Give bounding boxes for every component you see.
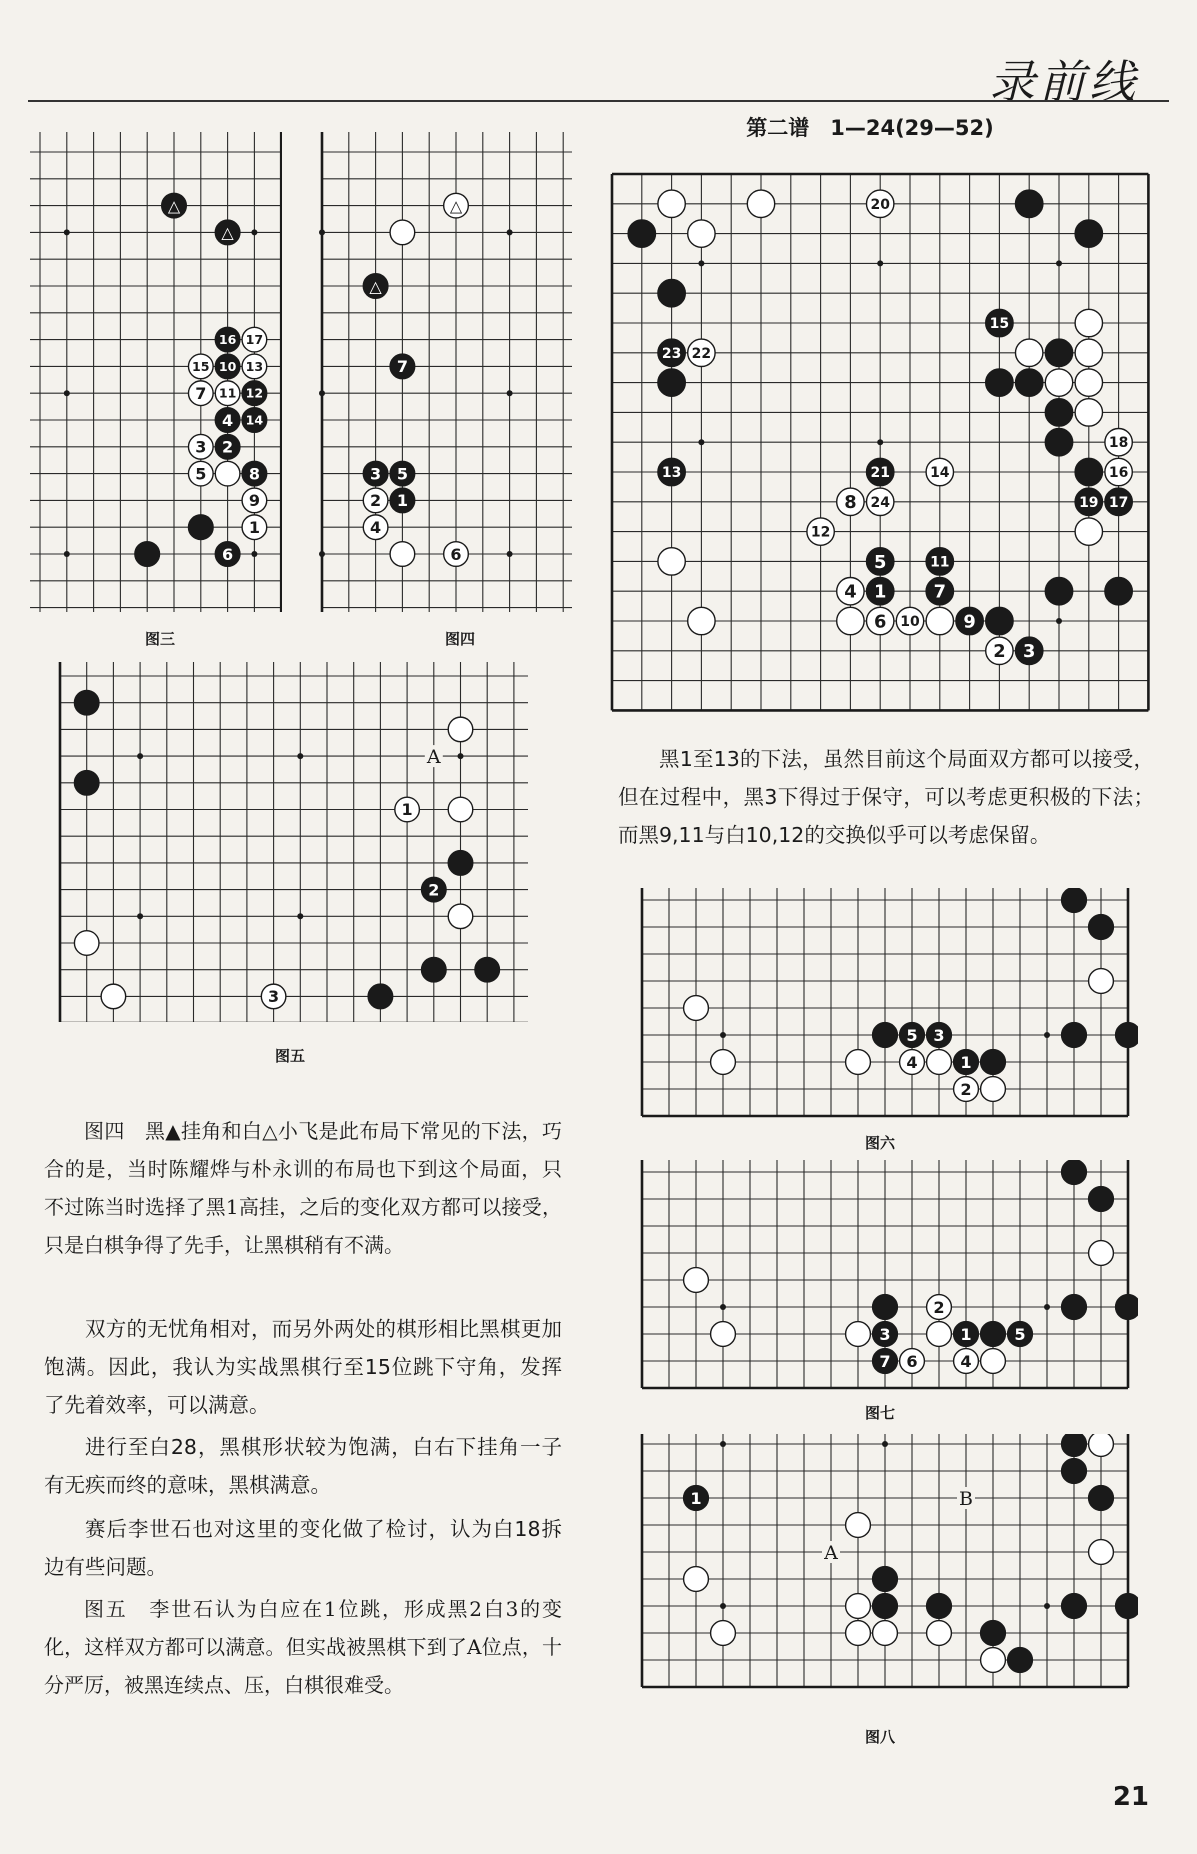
star-point [882, 1441, 888, 1447]
move-number: 21 [870, 465, 890, 482]
black-stone [954, 1322, 979, 1347]
star-point [64, 229, 70, 235]
caption-fig6: 图六 [864, 1134, 895, 1152]
caption-fig8: 图八 [864, 1728, 895, 1746]
black-stone [866, 577, 893, 604]
star-point [251, 551, 257, 557]
move-number: 4 [222, 410, 234, 430]
white-stone [927, 1295, 952, 1320]
move-number: 1 [960, 1324, 972, 1344]
move-number: 4 [960, 1351, 972, 1371]
white-stone [711, 1621, 736, 1646]
black-stone [162, 193, 187, 218]
move-number: 11 [218, 385, 237, 401]
star-point [251, 229, 257, 235]
star-point [1044, 1603, 1050, 1609]
black-stone [866, 458, 893, 485]
black-stone [74, 771, 99, 796]
move-number: 15 [192, 358, 210, 374]
white-stone [846, 1513, 871, 1538]
black-stone [1045, 428, 1072, 455]
white-stone [684, 996, 709, 1021]
move-number: 12 [245, 385, 264, 401]
star-point [1044, 1304, 1050, 1310]
paragraph-fig5: 图五 李世石认为白应在1位跳，形成黑2白3的变化，这样双方都可以满意。但实战被黑棋下到了A位点，十分严厉，被黑连续点、压，白棋很难受。 [44, 1597, 562, 1697]
white-stone [1089, 1241, 1114, 1266]
star-point [1044, 1032, 1050, 1038]
black-stone [215, 220, 240, 245]
caption-fig7: 图七 [864, 1404, 895, 1422]
fig3-svg [30, 132, 282, 612]
move-number: 2 [370, 491, 382, 511]
move-number: 16 [218, 332, 237, 348]
move-number: 2 [428, 880, 440, 900]
board-fig4 [318, 132, 572, 612]
move-number: 1 [960, 1052, 972, 1072]
board-fig6 [630, 888, 1138, 1126]
star-point [507, 390, 513, 396]
white-stone [658, 190, 685, 217]
move-number: 7 [879, 1351, 891, 1371]
black-stone [873, 1594, 898, 1619]
white-stone [711, 1322, 736, 1347]
white-stone [395, 797, 420, 822]
white-stone [1089, 1540, 1114, 1565]
black-stone [1089, 915, 1114, 940]
move-number: 5 [906, 1025, 918, 1045]
white-stone [1075, 309, 1102, 336]
move-number: 8 [248, 464, 260, 484]
star-point [64, 390, 70, 396]
black-stone [1075, 488, 1102, 515]
black-stone [1116, 1295, 1138, 1320]
white-stone [873, 1621, 898, 1646]
black-stone [1062, 1434, 1087, 1456]
move-number: 17 [245, 332, 264, 348]
star-point [877, 260, 883, 266]
white-stone [684, 1567, 709, 1592]
white-stone [188, 354, 213, 379]
black-stone [658, 369, 685, 396]
black-stone [390, 488, 415, 513]
move-number: 10 [900, 614, 920, 631]
black-stone [1089, 1187, 1114, 1212]
black-stone [658, 339, 685, 366]
star-point [507, 551, 513, 557]
black-stone [1105, 577, 1132, 604]
white-stone [242, 327, 267, 352]
board-fig8 [630, 1434, 1138, 1696]
move-number: 14 [245, 412, 264, 428]
white-stone [188, 434, 213, 459]
black-stone [658, 279, 685, 306]
black-stone [1062, 1594, 1087, 1619]
black-stone [1045, 339, 1072, 366]
white-stone [188, 461, 213, 486]
black-stone [1015, 190, 1042, 217]
paragraph-fig4: 图四 黑▲挂角和白△小飞是此布局下常见的下法，巧合的是，当时陈耀烨与朴永训的布局也下到这个局面，只不过陈当时选择了黑1高挂，之后的变化双方都可以接受，只是白棋争得了先手，让黑棋稍有不满。 [44, 1119, 562, 1257]
black-stone [927, 1023, 952, 1048]
move-number: 5 [396, 464, 408, 484]
black-stone [1008, 1322, 1033, 1347]
black-stone [873, 1567, 898, 1592]
black-stone [368, 984, 393, 1009]
white-stone [215, 461, 240, 486]
move-number: 4 [906, 1052, 918, 1072]
white-stone [926, 607, 953, 634]
black-stone [422, 877, 447, 902]
fig8-svg [630, 1434, 1138, 1696]
black-stone [422, 957, 447, 982]
move-number: 19 [1079, 494, 1099, 511]
move-number: 14 [930, 465, 950, 482]
move-number: 1 [690, 1488, 702, 1508]
star-point [319, 551, 325, 557]
black-stone [1015, 637, 1042, 664]
star-point [1056, 618, 1062, 624]
white-stone [390, 220, 415, 245]
star-point [137, 913, 143, 919]
black-stone [215, 542, 240, 567]
white-stone [711, 1050, 736, 1075]
white-stone [444, 542, 469, 567]
black-stone [390, 461, 415, 486]
black-stone [956, 607, 983, 634]
move-number: 6 [873, 611, 887, 633]
white-stone [1075, 399, 1102, 426]
white-stone [866, 488, 893, 515]
move-number: 17 [1108, 494, 1129, 511]
fig7-svg [630, 1160, 1138, 1398]
star-point [698, 260, 704, 266]
white-stone [363, 515, 388, 540]
move-number: 2 [222, 437, 234, 457]
white-stone [986, 637, 1013, 664]
white-stone [448, 717, 473, 742]
page-number: 21 [1112, 1782, 1149, 1812]
black-stone [900, 1023, 925, 1048]
white-stone [215, 381, 240, 406]
white-stone [747, 190, 774, 217]
black-stone [658, 458, 685, 485]
move-number: 2 [993, 641, 1006, 663]
white-stone [927, 1050, 952, 1075]
black-stone [628, 220, 655, 247]
board-fig7 [630, 1160, 1138, 1398]
white-stone [242, 515, 267, 540]
star-point [297, 913, 303, 919]
black-stone [986, 309, 1013, 336]
move-number: 3 [370, 464, 382, 484]
white-stone [1105, 428, 1132, 455]
black-stone [1062, 1160, 1087, 1184]
move-number: 18 [1108, 435, 1129, 452]
white-stone [896, 607, 923, 634]
move-number: 9 [248, 491, 260, 511]
paragraph-left-4: 赛后李世石也对这里的变化做了检讨，认为白18拆边有些问题。 [44, 1517, 562, 1579]
move-number: 6 [906, 1351, 918, 1371]
star-point [137, 753, 143, 759]
white-stone [846, 1322, 871, 1347]
move-number: 24 [870, 494, 890, 511]
move-number: 8 [844, 492, 857, 514]
main-svg [606, 168, 1152, 718]
move-number: 5 [1014, 1324, 1026, 1344]
caption-fig4: 图四 [444, 630, 475, 648]
move-number: 10 [218, 358, 237, 374]
black-stone [242, 381, 267, 406]
star-point [720, 1603, 726, 1609]
paragraph-left-3: 进行至白28，黑棋形状较为饱满，白右下挂角一子有无疾而终的意味，黑棋满意。 [44, 1435, 562, 1497]
star-point [720, 1032, 726, 1038]
black-stone [475, 957, 500, 982]
move-number: 7 [195, 383, 207, 403]
move-number: 1 [248, 517, 260, 537]
move-number: 15 [989, 316, 1010, 333]
star-point [319, 390, 325, 396]
black-stone [926, 577, 953, 604]
black-stone [1075, 458, 1102, 485]
move-number: 2 [933, 1297, 945, 1317]
white-stone [927, 1322, 952, 1347]
move-number: 1 [401, 800, 413, 820]
move-number: 6 [222, 544, 234, 564]
move-number: 3 [195, 437, 207, 457]
black-stone [363, 274, 388, 299]
black-stone [74, 690, 99, 715]
black-stone [927, 1594, 952, 1619]
star-point [319, 229, 325, 235]
white-stone [74, 931, 99, 956]
black-stone [1089, 1486, 1114, 1511]
black-stone [188, 515, 213, 540]
black-stone [215, 434, 240, 459]
black-stone [242, 461, 267, 486]
white-stone [807, 518, 834, 545]
move-number: 1 [396, 491, 408, 511]
white-stone [363, 488, 388, 513]
move-number: 6 [450, 544, 462, 564]
move-number: 16 [1108, 465, 1129, 482]
white-stone [1075, 369, 1102, 396]
white-stone [1089, 1434, 1114, 1456]
black-stone [986, 607, 1013, 634]
move-number: 13 [661, 465, 682, 482]
move-number: 22 [691, 345, 712, 362]
star-point [1056, 260, 1062, 266]
white-stone [1045, 369, 1072, 396]
black-stone [1062, 888, 1087, 912]
white-stone [900, 1349, 925, 1374]
black-stone [981, 1621, 1006, 1646]
move-number: 12 [810, 524, 831, 541]
paragraph-right-1: 黑1至13的下法，虽然目前这个局面双方都可以接受，但在过程中，黑3下得过于保守，可以考虑更积极的下法；而黑9,11与白10,12的交换似乎可以考虑保留。 [618, 747, 1154, 847]
move-number: △ [167, 196, 181, 216]
section-title: 第二谱 1—24(29—52) [746, 116, 994, 140]
black-stone [873, 1349, 898, 1374]
black-stone [926, 548, 953, 575]
board-fig5 [46, 662, 528, 1022]
black-stone [1116, 1023, 1138, 1048]
white-stone [101, 984, 126, 1009]
white-stone [837, 607, 864, 634]
white-stone [1075, 518, 1102, 545]
star-point [877, 439, 883, 445]
black-stone [1062, 1459, 1087, 1484]
white-stone [846, 1594, 871, 1619]
white-stone [981, 1077, 1006, 1102]
point-label: B [959, 1488, 973, 1510]
move-number: △ [449, 196, 463, 216]
black-stone [215, 327, 240, 352]
move-number: 1 [873, 581, 887, 603]
white-stone [688, 339, 715, 366]
paragraph-left-2: 双方的无忧角相对，而另外两处的棋形相比黑棋更加饱满。因此，我认为实战黑棋行至15位跳下守角，发挥了先着效率，可以满意。 [44, 1317, 562, 1417]
white-stone [954, 1077, 979, 1102]
header-title: 录前线 [989, 55, 1139, 109]
board-main [606, 168, 1152, 718]
black-stone [1105, 488, 1132, 515]
star-point [297, 753, 303, 759]
move-number: △ [369, 276, 382, 296]
black-stone [981, 1322, 1006, 1347]
move-number: 3 [1022, 641, 1036, 663]
black-stone [684, 1486, 709, 1511]
move-number: 23 [661, 345, 682, 362]
white-stone [954, 1349, 979, 1374]
white-stone [448, 797, 473, 822]
black-stone [986, 369, 1013, 396]
white-stone [242, 488, 267, 513]
white-stone [658, 548, 685, 575]
black-stone [1008, 1648, 1033, 1673]
black-stone [215, 354, 240, 379]
white-stone [242, 354, 267, 379]
black-stone [873, 1023, 898, 1048]
move-number: △ [221, 223, 234, 243]
move-number: 3 [268, 987, 280, 1007]
black-stone [1015, 369, 1042, 396]
white-stone [1089, 969, 1114, 994]
white-stone [261, 984, 286, 1009]
black-stone [866, 548, 893, 575]
fig4-svg [318, 132, 572, 612]
point-label: A [824, 1542, 838, 1564]
star-point [458, 753, 464, 759]
black-stone [981, 1050, 1006, 1075]
white-stone [981, 1349, 1006, 1374]
black-stone [390, 354, 415, 379]
white-stone [900, 1050, 925, 1075]
black-stone [215, 408, 240, 433]
black-stone [242, 408, 267, 433]
white-stone [1105, 458, 1132, 485]
white-stone [866, 607, 893, 634]
black-stone [1045, 399, 1072, 426]
move-number: 7 [396, 357, 408, 377]
white-stone [846, 1050, 871, 1075]
white-stone [444, 193, 469, 218]
star-point [720, 1304, 726, 1310]
white-stone [927, 1621, 952, 1646]
star-point [507, 229, 513, 235]
white-stone [981, 1648, 1006, 1673]
move-number: 20 [870, 196, 890, 213]
white-stone [684, 1268, 709, 1293]
white-stone [188, 381, 213, 406]
white-stone [846, 1621, 871, 1646]
move-number: 3 [933, 1025, 945, 1045]
black-stone [1075, 220, 1102, 247]
black-stone [1116, 1594, 1138, 1619]
move-number: 11 [930, 554, 950, 571]
white-stone [688, 607, 715, 634]
white-stone [837, 488, 864, 515]
move-number: 5 [873, 551, 887, 573]
white-stone [448, 904, 473, 929]
fig6-svg [630, 888, 1138, 1126]
fig5-svg [46, 662, 528, 1022]
white-stone [1015, 339, 1042, 366]
move-number: 13 [245, 358, 264, 374]
black-stone [1045, 577, 1072, 604]
white-stone [688, 220, 715, 247]
move-number: 7 [933, 581, 947, 603]
board-fig3 [30, 132, 282, 612]
white-stone [866, 190, 893, 217]
move-number: 9 [963, 611, 976, 633]
caption-fig3: 图三 [144, 630, 175, 648]
move-number: 4 [844, 581, 857, 603]
move-number: 4 [370, 517, 382, 537]
move-number: 2 [960, 1079, 972, 1099]
white-stone [926, 458, 953, 485]
caption-fig5: 图五 [274, 1047, 305, 1065]
header-rule [28, 100, 1169, 102]
black-stone [363, 461, 388, 486]
star-point [64, 551, 70, 557]
star-point [720, 1441, 726, 1447]
black-stone [1062, 1295, 1087, 1320]
white-stone [390, 542, 415, 567]
star-point [698, 439, 704, 445]
white-stone [837, 577, 864, 604]
white-stone [1075, 339, 1102, 366]
black-stone [873, 1295, 898, 1320]
black-stone [135, 542, 160, 567]
black-stone [1062, 1023, 1087, 1048]
black-stone [873, 1322, 898, 1347]
move-number: 3 [879, 1324, 891, 1344]
move-number: 5 [195, 464, 207, 484]
point-label: A [426, 746, 441, 769]
black-stone [448, 851, 473, 876]
black-stone [954, 1050, 979, 1075]
